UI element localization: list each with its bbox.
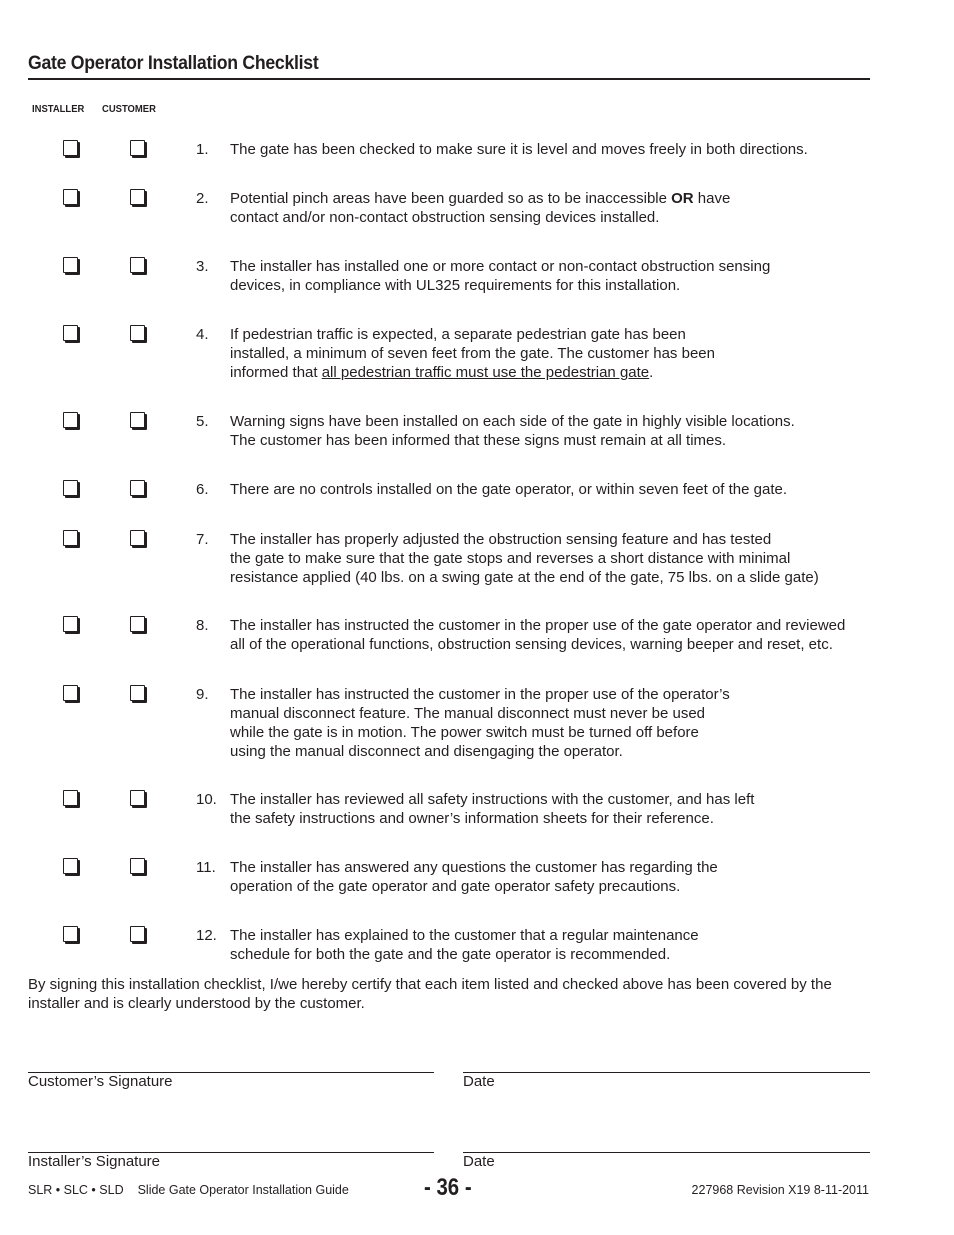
item-text-line: The installer has explained to the customer that a regular maintenance [230,927,699,944]
footer-guide-title: Slide Gate Operator Installation Guide [137,1183,349,1197]
item-text-segment: Potential pinch areas have been guarded so as to be inaccessible [230,190,672,207]
underlined-requirement: all pedestrian traffic must use the pedestrian gate [321,364,650,381]
item-text-line: If pedestrian traffic is expected, a separate pedestrian gate has been [230,326,686,343]
item-text-line: installed, a minimum of seven feet from the gate. The customer has been [230,345,715,362]
item-text [230,858,718,896]
item-text-segment: . [649,364,654,381]
item-number: 1. [196,141,209,158]
footer-revision: 227968 Revision X19 8-11-2011 [691,1183,869,1197]
installer-checkbox-11[interactable] [63,858,78,874]
installer-checkbox-5[interactable] [63,412,78,428]
item-number: 6. [196,481,209,498]
item-text [230,412,795,450]
customer-checkbox-7[interactable] [130,530,145,546]
item-number: 2. [196,190,209,207]
item-text-line [230,189,730,208]
item-text-line: using the manual disconnect and disengaging the operator. [230,743,623,760]
customer-checkbox-4[interactable] [130,325,145,341]
item-text-line: manual disconnect feature. The manual disconnect must never be used [230,705,706,722]
customer-date-line[interactable] [463,1072,870,1073]
footer-left [28,1183,349,1197]
item-text-line: The installer has properly adjusted the obstruction sensing feature and has tested [230,531,772,548]
customer-checkbox-10[interactable] [130,790,145,806]
item-text-line: the gate to make sure that the gate stops and reverses a short distance with minimal [230,550,791,567]
installer-checkbox-6[interactable] [63,480,78,496]
item-text-line: schedule for both the gate and the gate operator is recommended. [230,946,671,963]
installer-checkbox-2[interactable] [63,189,78,205]
item-text-line: Warning signs have been installed on each side of the gate in highly visible locations. [230,413,795,430]
item-text-line: The installer has reviewed all safety instructions with the customer, and has left [230,791,755,808]
installer-checkbox-9[interactable] [63,685,78,701]
installer-date-line[interactable] [463,1152,870,1153]
installer-checkbox-8[interactable] [63,616,78,632]
item-text-line: The installer has instructed the customer in the proper use of the gate operator and reviewed [230,617,846,634]
item-text [230,616,845,654]
item-text-line: all of the operational functions, obstruction sensing devices, warning beeper and reset, etc. [230,636,833,653]
item-text-line: The customer has been informed that these signs must remain at all times. [230,432,727,449]
customer-checkbox-11[interactable] [130,858,145,874]
item-number: 12. [196,927,217,944]
item-text-line: resistance applied (40 lbs. on a swing gate at the end of the gate, 75 lbs. on a slide gate) [230,569,819,586]
item-text-line: operation of the gate operator and gate operator safety precautions. [230,878,681,895]
item-text-segment: informed that [230,364,322,381]
installer-date-label: Date [463,1153,495,1170]
item-text-line: There are no controls installed on the gate operator, or within seven feet of the gate. [230,481,788,498]
installer-checkbox-1[interactable] [63,140,78,156]
item-text [230,790,754,828]
title-rule [28,78,870,80]
item-number: 3. [196,258,209,275]
item-text [230,257,770,295]
item-text-segment: have [693,190,731,207]
installer-checkbox-10[interactable] [63,790,78,806]
item-text [230,189,730,227]
item-number: 7. [196,531,209,548]
customer-checkbox-12[interactable] [130,926,145,942]
item-number: 4. [196,326,209,343]
or-emphasis: OR [671,190,694,207]
certification-statement: By signing this installation checklist, I/we hereby certify that each item listed and checked above has been covered by the installer and is clearly understood by the customer. [28,976,832,1012]
customer-checkbox-6[interactable] [130,480,145,496]
installer-checkbox-12[interactable] [63,926,78,942]
item-text [230,685,730,761]
installer-checkbox-7[interactable] [63,530,78,546]
item-text [230,480,787,499]
item-text-line: The installer has answered any questions the customer has regarding the [230,859,718,876]
customer-checkbox-2[interactable] [130,189,145,205]
installer-column-header: INSTALLER [32,103,85,115]
customer-signature-label: Customer’s Signature [28,1073,173,1090]
item-number: 11. [196,859,216,876]
item-text-line: while the gate is in motion. The power switch must be turned off before [230,724,699,741]
customer-column-header: CUSTOMER [102,103,156,115]
customer-checkbox-9[interactable] [130,685,145,701]
item-text-line: The installer has instructed the customer in the proper use of the operator’s [230,686,730,703]
customer-checkbox-3[interactable] [130,257,145,273]
item-text [230,140,808,159]
item-number: 10. [196,791,217,808]
item-text-line [230,363,715,382]
installer-signature-label: Installer’s Signature [28,1153,161,1170]
item-number: 9. [196,686,209,703]
installer-checkbox-3[interactable] [63,257,78,273]
item-text [230,530,819,587]
item-text-line: the safety instructions and owner’s information sheets for their reference. [230,810,714,827]
customer-date-label: Date [463,1073,495,1090]
customer-checkbox-8[interactable] [130,616,145,632]
page-number: - 36 - [424,1174,472,1201]
item-text-line: The gate has been checked to make sure it is level and moves freely in both directions. [230,141,808,158]
footer-models: SLR • SLC • SLD [28,1183,124,1197]
item-text-line: devices, in compliance with UL325 requirements for this installation. [230,277,681,294]
item-text-line: contact and/or non-contact obstruction sensing devices installed. [230,209,660,226]
item-number: 5. [196,413,209,430]
item-text [230,926,699,964]
customer-checkbox-1[interactable] [130,140,145,156]
item-text [230,325,715,382]
item-number: 8. [196,617,209,634]
item-text-line: The installer has installed one or more contact or non-contact obstruction sensing [230,258,771,275]
installer-checkbox-4[interactable] [63,325,78,341]
customer-checkbox-5[interactable] [130,412,145,428]
page-title: Gate Operator Installation Checklist [28,53,319,74]
